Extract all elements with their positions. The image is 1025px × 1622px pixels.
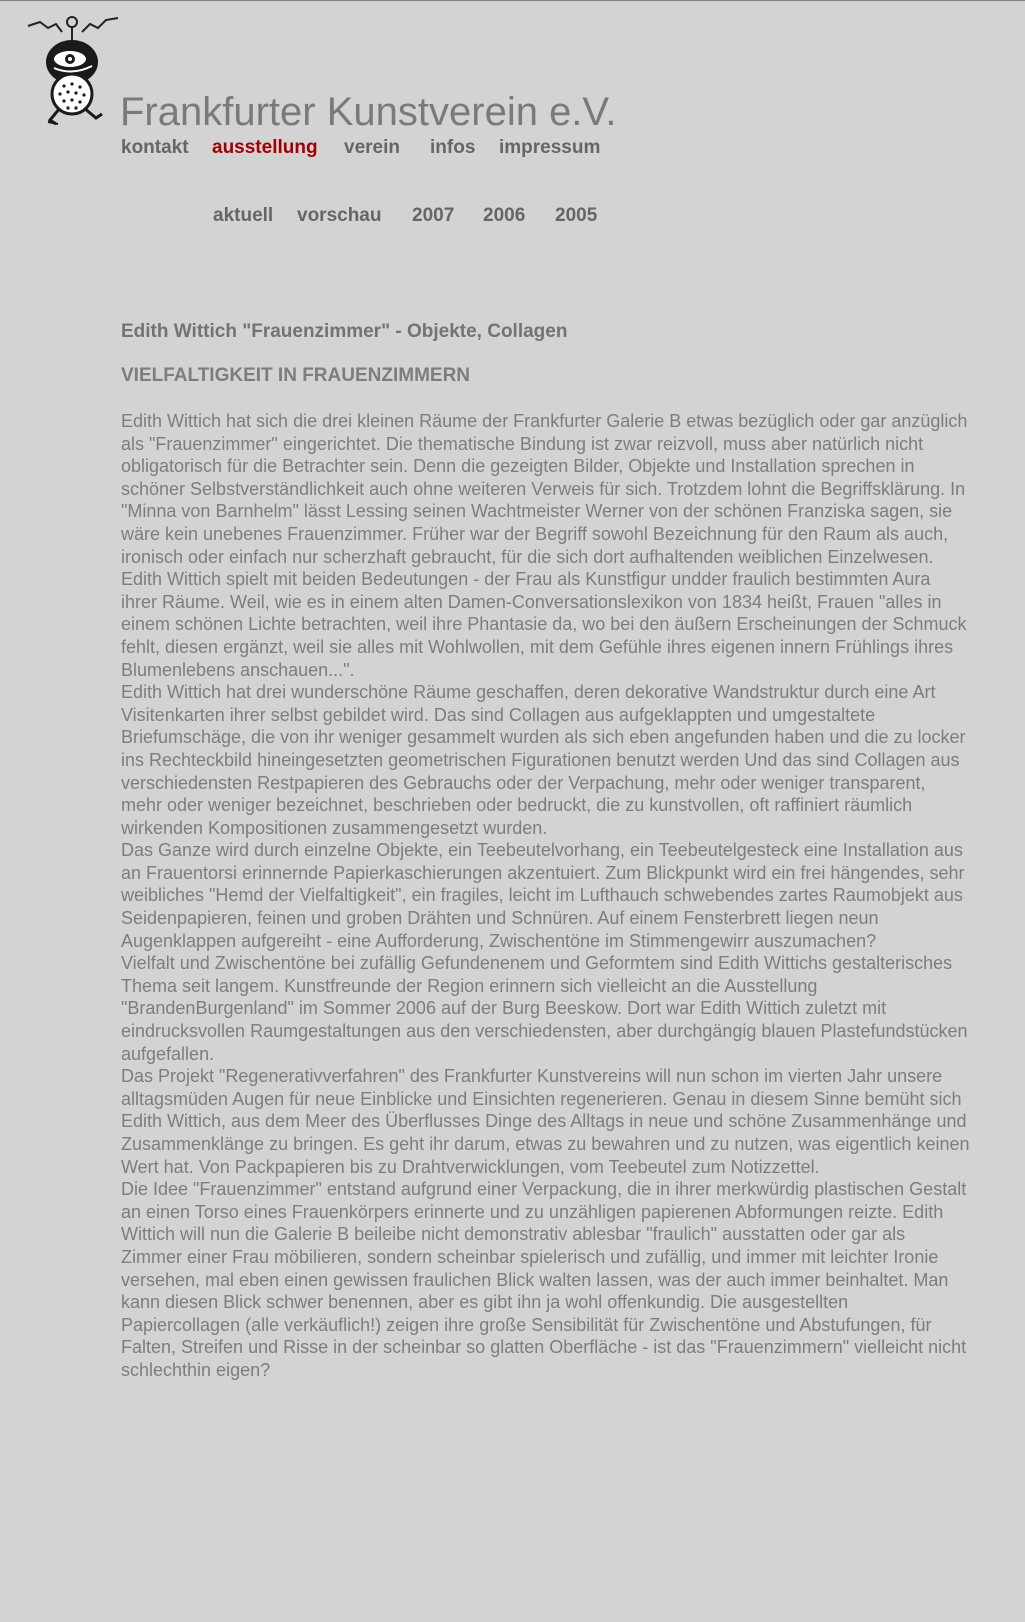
article-paragraph: Das Projekt "Regenerativverfahren" des Frankfurter Kunstvereins will nun schon im vierten Jahr unsere alltagsmüden Augen für neue Einblicke und Einsichten regenerieren. Genau in diesem Sinne bemüht sich Edith Wittich, aus dem Meer des Überflusses Dinge des Alltags in neue und schöne Zusammenhänge und Zusammenklänge zu bringen. Es geht ihr darum, etwas zu bewahren und zu nutzen, was eigentlich keinen Wert hat. Von Packpapieren bis zu Drahtverwicklungen, vom Teebeutel zum Notizzettel. [121,1066,970,1177]
nav-kontakt[interactable]: kontakt [121,137,189,158]
article [121,320,971,1382]
subnav-aktuell[interactable]: aktuell [213,205,274,226]
creature-logo-icon[interactable] [26,12,122,130]
nav-ausstellung[interactable]: ausstellung [212,137,318,158]
article-heading: Edith Wittich "Frauenzimmer" - Objekte, Collagen [121,321,568,342]
subnav-vorschau[interactable]: vorschau [297,205,382,226]
site-title: Frankfurter Kunstverein e.V. [120,90,617,134]
subnav-2007[interactable]: 2007 [412,205,455,226]
article-paragraph: Die Idee "Frauenzimmer" entstand aufgrund einer Verpackung, die in ihrer merkwürdig plastischen Gestalt an einen Torso eines Frauenkörpers erinnerte und zu unzähligen papierenen Abformungen reizte. Edith Wittich will nun die Galerie B beileibe nicht demonstrativ ablesbar "fraulich" ausstatten oder gar als Zimmer einer Frau möbilieren, sondern scheinbar spielerisch und zufällig, und immer mit leichter Ironie versehen, mal eben einen gewissen fraulichen Blick walten lassen, was der auch immer beinhaltet. Man kann diesen Blick schwer benennen, aber es gibt ihn ja wohl offenkundig. Die ausgestellten Papiercollagen (alle verkäuflich!) zeigen ihre große Sensibilität für Zwischentöne und Abstufungen, für Falten, Streifen und Risse in der scheinbar so glatten Oberfläche - ist das "Frauenzimmern" vielleicht nicht schlechthin eigen? [121,1179,967,1380]
top-rule [0,0,1025,1]
nav-verein[interactable]: verein [344,137,400,158]
subnav-2006[interactable]: 2006 [483,205,526,226]
nav-impressum[interactable]: impressum [499,137,601,158]
subnav-2005[interactable]: 2005 [555,205,598,226]
article-subheading: VIELFALTIGKEIT IN FRAUENZIMMERN [121,365,471,386]
article-paragraph: Vielfalt und Zwischentöne bei zufällig Gefundenenem und Geformtem sind Edith Wittichs gestalterisches Thema seit langem. Kunstfreunde der Region erinnern sich vielleicht an die Ausstellung "BrandenBurgenland" im Sommer 2006 auf der Burg Beeskow. Dort war Edith Wittich zuletzt mit eindrucksvollen Raumgestaltungen aus den verschiedensten, aber durchgängig blauen Plastefundstücken aufgefallen. [121,953,968,1064]
article-paragraph: Das Ganze wird durch einzelne Objekte, ein Teebeutelvorhang, ein Teebeutelgesteck eine Installation aus an Frauentorsi erinnernde Papierkaschierungen akzentuiert. Zum Blickpunkt wird ein frei hängendes, sehr weibliches "Hemd der Vielfaltigkeit", ein fragiles, leicht im Lufthauch schwebendes zartes Raumobjekt aus Seidenpapieren, feinen und groben Drähten und Schnüren. Auf einem Fensterbrett liegen neun Augenklappen aufgereiht - eine Aufforderung, Zwischentöne im Stimmengewirr auszumachen? [121,840,965,951]
article-paragraph: Edith Wittich hat drei wunderschöne Räume geschaffen, deren dekorative Wandstruktur durch eine Art Visitenkarten ihrer selbst gebildet wird. Das sind Collagen aus aufgeklappten und umgestaltete Briefumschäge, die von ihr weniger gesammelt wurden als sich eben angefunden haben und die zu locker ins Rechteckbild hineingesetzten geometrischen Figurationen benutzt werden Und das sind Collagen aus verschiedensten Restpapieren des Gebrauchs oder der Verpachung, mehr oder weniger transparent, mehr oder weniger bezeichnet, beschrieben oder bedruckt, die zu kunstvollen, oft raffiniert räumlich wirkenden Kompositionen zusammengesetzt wurden. [121,682,966,838]
nav-infos[interactable]: infos [430,137,476,158]
article-paragraph: Edith Wittich hat sich die drei kleinen Räume der Frankfurter Galerie B etwas bezüglich oder gar anzüglich als "Frauenzimmer" eingerichtet. Die thematische Bindung ist zwar reizvoll, muss aber natürlich nicht obligatorisch für die Betrachter sein. Denn die gezeigten Bilder, Objekte und Installation sprechen in schöner Selbstverständlichkeit auch ohne weiteren Verweis für sich. Trotzdem lohnt die Begriffsklärung. In "Minna von Barnhelm" lässt Lessing seinen Wachtmeister Werner von der schönen Franziska sagen, sie wäre kein unebenes Frauenzimmer. Früher war der Begriff sowohl Bezeichnung für den Raum als auch, ironisch oder einfach nur scherzhaft gebraucht, für die sich dort aufhaltenden weiblichen Einzelwesen. Edith Wittich spielt mit beiden Bedeutungen - der Frau als Kunstfigur undder fraulich bestimmten Aura ihrer Räume. Weil, wie es in einem alten Damen-Conversationslexikon von 1834 heißt, Frauen "alles in einem schönen Lichte betrachten, weil ihre Phantasie da, wo bei den äußern Erscheinungen der Schmuck fehlt, diesen ergänzt, weil sie alles mit Wohlwollen, mit dem Gefühle ihres eigenen innern Frühlings ihres Blumenlebens anschauen...". [121,411,968,680]
